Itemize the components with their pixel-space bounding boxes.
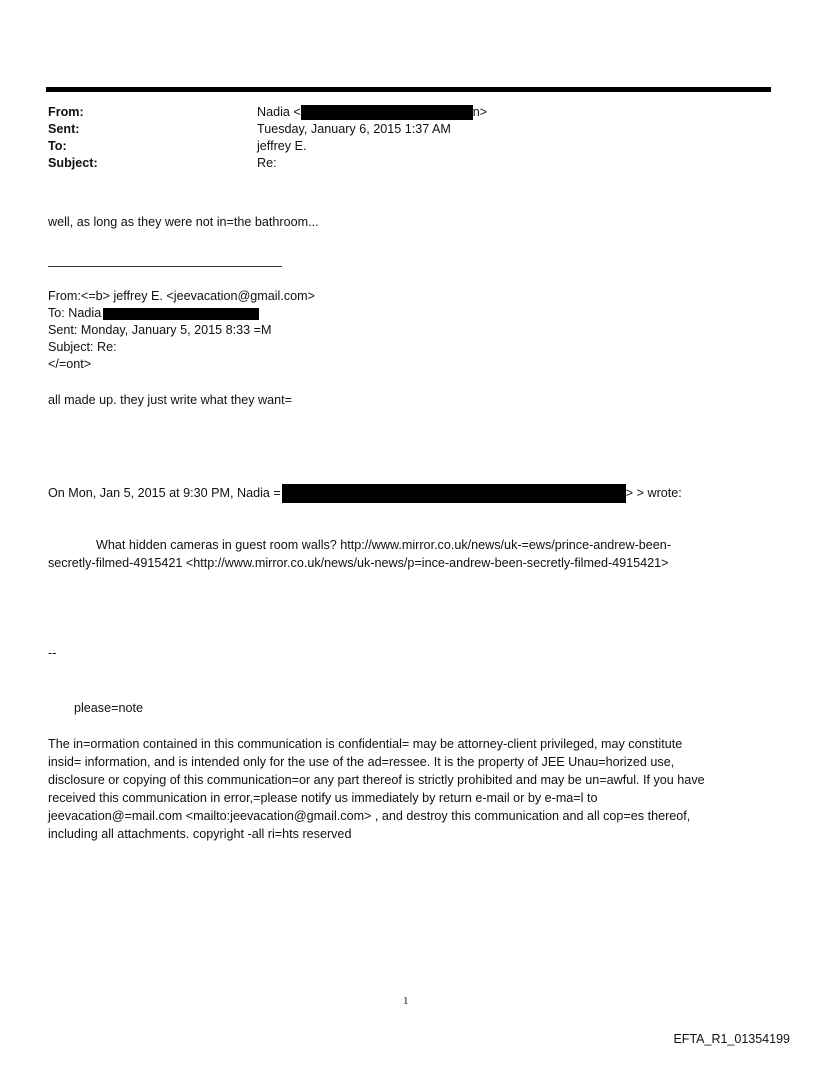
from-label: From:: [48, 105, 84, 119]
quote-separator: [48, 266, 282, 267]
intro-start: On Mon, Jan 5, 2015 at 9:30 PM, Nadia =: [48, 485, 281, 500]
page-number: 1: [403, 995, 409, 1007]
disclaimer-line: The in=ormation contained in this communication is confidential= may be attorney-client privileged, may constitute: [48, 737, 683, 751]
document-id: EFTA_R1_01354199: [673, 1032, 790, 1046]
disclaimer-line: disclosure or copying of this communication=or any part thereof is strictly prohibited and may be un=awful. If you have: [48, 773, 705, 787]
quoted-subject: Subject: Re:: [48, 340, 117, 354]
redaction-block: [301, 105, 473, 120]
redaction-block: [103, 308, 259, 320]
to-label: To:: [48, 139, 67, 153]
redaction-block: [282, 484, 626, 503]
disclaimer: [48, 735, 768, 843]
reply-body: well, as long as they were not in=the bathroom...: [48, 215, 319, 229]
signature-dashes: --: [48, 646, 57, 660]
quoted-to-text: To: Nadia: [48, 306, 102, 320]
disclaimer-line: jeevacation@=mail.com <mailto:jeevacation@gmail.com> , and destroy this communication and all cop=es thereof,: [48, 809, 691, 823]
to-value: jeffrey E.: [257, 139, 307, 153]
disclaimer-line: received this communication in error,=please notify us immediately by return e-mail or by e-ma=l to: [48, 791, 598, 805]
from-name: Nadia <: [257, 105, 301, 119]
sent-label: Sent:: [48, 122, 80, 136]
original-intro: [48, 484, 682, 503]
intro-end: > > wrote:: [625, 485, 682, 500]
quoted-body: all made up. they just write what they want=: [48, 393, 292, 407]
header-divider-bar: [46, 87, 771, 92]
subject-value: Re:: [257, 156, 277, 170]
subject-label: Subject:: [48, 156, 98, 170]
original-line-2: secretly-filmed-4915421 <http://www.mirror.co.uk/news/uk-news/p=ince-andrew-been-secretly-filmed-4915421>: [48, 556, 669, 570]
from-tail: n>: [472, 105, 488, 119]
quoted-font-tag: </=ont>: [48, 357, 92, 371]
disclaimer-line: insid= information, and is intended only for the use of the ad=ressee. It is the property of JEE Unau=horized use,: [48, 755, 675, 769]
sent-value: Tuesday, January 6, 2015 1:37 AM: [257, 122, 451, 136]
original-line-1: What hidden cameras in guest room walls? http://www.mirror.co.uk/news/uk-=ews/prince-andrew-been-: [96, 538, 672, 552]
quoted-from: From:<=b> jeffrey E. <jeevacation@gmail.com>: [48, 289, 316, 303]
quoted-to: [48, 305, 259, 322]
signature-note: please=note: [74, 701, 143, 715]
disclaimer-line: including all attachments. copyright -all ri=hts reserved: [48, 827, 352, 841]
quoted-sent: Sent: Monday, January 5, 2015 8:33 =M: [48, 323, 272, 337]
from-value: [257, 104, 487, 121]
